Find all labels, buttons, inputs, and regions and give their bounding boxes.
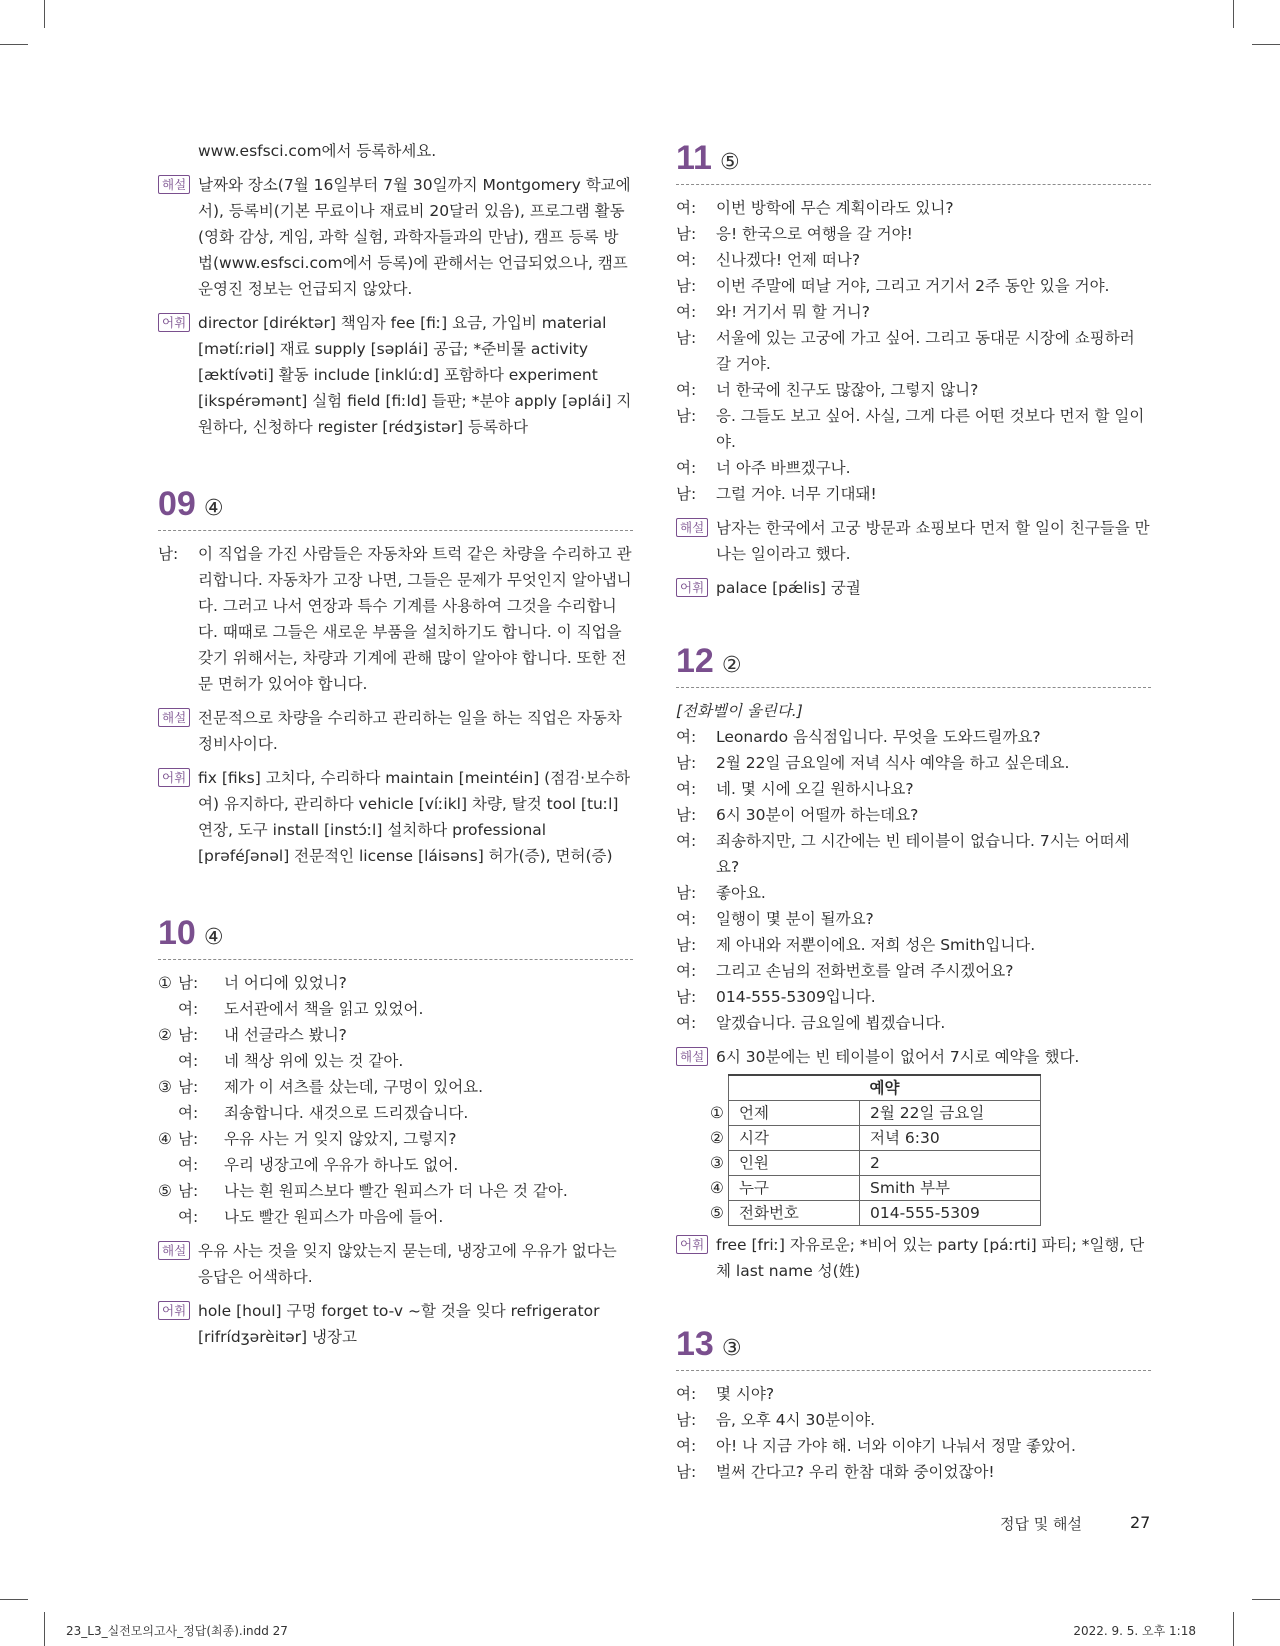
explanation-tag: 해설: [158, 1241, 190, 1260]
script-line: [676, 455, 1151, 481]
question-number: 10: [158, 914, 196, 952]
speaker-label: 남:: [676, 407, 697, 425]
speaker-label: 여:: [676, 199, 697, 217]
q10-explanation-text: 우유 사는 것을 잊지 않았는지 묻는데, 냉장고에 우유가 없다는 응답은 어색하다.: [198, 1242, 617, 1286]
script-line: [158, 1100, 633, 1126]
q08-explanation: [158, 172, 633, 302]
speaker-label: 여:: [676, 381, 697, 399]
crop-mark: [1252, 1599, 1280, 1600]
q11-script: [676, 195, 1151, 507]
script-text: 도서관에서 책을 읽고 있었어.: [224, 1000, 424, 1018]
script-line: [676, 195, 1151, 221]
row-number: ②: [710, 1129, 724, 1147]
script-line: [676, 828, 1151, 880]
row-key: 인원: [729, 1151, 860, 1176]
script-line: [676, 377, 1151, 403]
q12-vocabulary-text: free [friː] 자유로운; *비어 있는 party [páːrti] 파티; *일행, 단체 last name 성(姓): [716, 1236, 1145, 1280]
script-line: [676, 325, 1151, 377]
speaker-label: 남:: [178, 1026, 199, 1044]
script-text: 그럴 거야. 너무 기대돼!: [716, 485, 877, 503]
script-line: [676, 273, 1151, 299]
speaker-label: 남:: [676, 936, 697, 954]
script-text: 좋아요.: [716, 884, 766, 902]
q12-explanation: [676, 1044, 1151, 1070]
table-row: [706, 1176, 1041, 1201]
q09-heading: [158, 484, 633, 524]
speaker-label: 남:: [158, 545, 179, 563]
script-text: 이번 주말에 떠날 거야, 그리고 거기서 2주 동안 있을 거야.: [716, 277, 1110, 295]
script-text: 내 선글라스 봤니?: [224, 1026, 347, 1044]
table-row: [706, 1151, 1041, 1176]
question-answer: ④: [203, 925, 224, 950]
speaker-label: 여:: [178, 1156, 199, 1174]
script-text: 응! 한국으로 여행을 갈 거야!: [716, 225, 913, 243]
option-number: ③: [158, 1078, 172, 1096]
divider: [158, 530, 633, 531]
page-number: 27: [1130, 1513, 1151, 1532]
q12-vocabulary: [676, 1232, 1151, 1284]
right-column: [676, 138, 1151, 1485]
speaker-label: 여:: [676, 910, 697, 928]
speaker-label: 여:: [178, 1000, 199, 1018]
script-text: 몇 시야?: [716, 1385, 775, 1403]
speaker-label: 남:: [676, 1411, 697, 1429]
script-text: 너 한국에 친구도 많잖아, 그렇지 않니?: [716, 381, 979, 399]
q09-vocabulary: [158, 765, 633, 869]
script-text: 벌써 간다고? 우리 한참 대화 중이었잖아!: [716, 1463, 995, 1481]
script-text: 6시 30분이 어떨까 하는데요?: [716, 806, 919, 824]
explanation-tag: 해설: [158, 708, 190, 727]
question-answer: ⑤: [719, 150, 740, 175]
q13-heading: [676, 1324, 1151, 1364]
vocabulary-tag: 어휘: [158, 313, 190, 332]
divider: [676, 687, 1151, 688]
crop-mark: [44, 1612, 45, 1646]
script-line: [676, 1010, 1151, 1036]
q10-vocabulary-text: hole [houl] 구멍 forget to-v ~할 것을 잊다 refrigerator [rifrídʒərèitər] 냉장고: [198, 1302, 600, 1346]
script-line: [676, 1381, 1151, 1407]
row-key: 언제: [729, 1101, 860, 1126]
script-line: [676, 1433, 1151, 1459]
question-number: 13: [676, 1325, 714, 1363]
speaker-label: 여:: [178, 1052, 199, 1070]
q11-vocabulary-text: palace [pǽlis] 궁궐: [716, 579, 861, 597]
script-text: 알겠습니다. 금요일에 뵙겠습니다.: [716, 1014, 946, 1032]
script-text: 나는 흰 원피스보다 빨간 원피스가 더 나은 것 같아.: [224, 1182, 568, 1200]
script-text: 응. 그들도 보고 싶어. 사실, 그게 다른 어떤 것보다 먼저 할 일이야.: [716, 407, 1145, 451]
q08-vocabulary-text: director [diréktər] 책임자 fee [fiː] 요금, 가입비 material [mətíːriəl] 재료 supply [səplái] 공급; *준비물 activity [æktívəti] 활동 include [inklúːd] 포함하다 experiment [ikspérəmənt] 실험 field [fiːld] 들판; *분야 apply [əplái] 지원하다, 신청하다 register [rédʒistər] 등록하다: [198, 314, 632, 436]
script-text: 네. 몇 시에 오길 원하시나요?: [716, 780, 914, 798]
vocabulary-tag: 어휘: [676, 1235, 708, 1254]
script-text: 나도 빨간 원피스가 마음에 들어.: [224, 1208, 444, 1226]
q12-explanation-text: 6시 30분에는 빈 테이블이 없어서 7시로 예약을 했다.: [716, 1048, 1080, 1066]
table-row: [706, 1101, 1041, 1126]
script-text: 신나겠다! 언제 떠나?: [716, 251, 861, 269]
script-text: 너 어디에 있었니?: [224, 974, 347, 992]
script-line: [676, 403, 1151, 455]
speaker-label: 여:: [676, 303, 697, 321]
speaker-label: 남:: [676, 806, 697, 824]
q08-explanation-text: 날짜와 장소(7월 16일부터 7월 30일까지 Montgomery 학교에서), 등록비(기본 무료이나 재료비 20달러 있음), 프로그램 활동(영화 감상, 게임, 과학 실험, 과학자들과의 만남), 캠프 등록 방법(www.esfsci.com에서 등록)에 관해서는 언급되었으나, 캠프 운영진 정보는 언급되지 않았다.: [198, 176, 631, 298]
q09-vocabulary-text: fix [fiks] 고치다, 수리하다 maintain [meintéin] (점검·보수하여) 유지하다, 관리하다 vehicle [víːikl] 차량, 탈것 tool [tuːl] 연장, 도구 install [instɔ́ːl] 설치하다 professional [prəféʃənəl] 전문적인 license [láisəns] 허가(증), 면허(증): [198, 769, 631, 865]
reservation-table: [706, 1074, 1041, 1226]
script-line: [676, 481, 1151, 507]
script-text: 014-555-5309입니다.: [716, 988, 876, 1006]
speaker-label: 남:: [676, 1463, 697, 1481]
script-text: 서울에 있는 고궁에 가고 싶어. 그리고 동대문 시장에 쇼핑하러 갈 거야.: [716, 329, 1135, 373]
row-value: 2월 22일 금요일: [860, 1101, 1041, 1126]
speaker-label: 여:: [676, 251, 697, 269]
question-number: 12: [676, 642, 714, 680]
q09-script: [158, 541, 633, 697]
speaker-label: 여:: [676, 459, 697, 477]
script-text: 2월 22일 금요일에 저녁 식사 예약을 하고 싶은데요.: [716, 754, 1070, 772]
script-line: [676, 984, 1151, 1010]
question-number: 11: [676, 139, 712, 177]
crop-mark: [1233, 0, 1234, 28]
script-line: [158, 1022, 633, 1048]
section-label: 정답 및 해설: [1000, 1515, 1082, 1533]
script-line: [676, 906, 1151, 932]
script-line: [158, 1048, 633, 1074]
script-text: 일행이 몇 분이 될까요?: [716, 910, 874, 928]
option-number: ④: [158, 1130, 172, 1148]
script-line: [158, 1152, 633, 1178]
question-answer: ④: [203, 496, 224, 521]
continued-line: www.esfsci.com에서 등록하세요.: [198, 142, 437, 160]
speaker-label: 여:: [676, 962, 697, 980]
speaker-label: 여:: [676, 1385, 697, 1403]
question-answer: ②: [721, 653, 742, 678]
script-text: Leonardo 음식점입니다. 무엇을 도와드릴까요?: [716, 728, 1041, 746]
script-line: [676, 221, 1151, 247]
script-line: [676, 299, 1151, 325]
speaker-label: 남:: [178, 1130, 199, 1148]
speaker-label: 남:: [178, 1182, 199, 1200]
speaker-label: 남:: [676, 884, 697, 902]
script-text: 죄송합니다. 새것으로 드리겠습니다.: [224, 1104, 469, 1122]
crop-mark: [44, 0, 45, 28]
script-line: [676, 247, 1151, 273]
vocabulary-tag: 어휘: [158, 1301, 190, 1320]
speaker-label: 남:: [676, 988, 697, 1006]
left-column: [158, 138, 633, 1350]
script-text: 네 책상 위에 있는 것 같아.: [224, 1052, 404, 1070]
row-value: 2: [860, 1151, 1041, 1176]
explanation-tag: 해설: [158, 175, 190, 194]
divider: [676, 1370, 1151, 1371]
script-text: 제가 이 셔츠를 샀는데, 구멍이 있어요.: [224, 1078, 484, 1096]
speaker-label: 여:: [676, 832, 697, 850]
script-text: 우유 사는 거 잊지 않았지, 그렇지?: [224, 1130, 457, 1148]
speaker-label: 남:: [676, 485, 697, 503]
table-row: [706, 1126, 1041, 1151]
speaker-label: 여:: [676, 780, 697, 798]
speaker-label: 남:: [676, 277, 697, 295]
speaker-label: 남:: [676, 329, 697, 347]
print-date: 2022. 9. 5. 오후 1:18: [1073, 1624, 1196, 1638]
divider: [676, 184, 1151, 185]
script-text: 그리고 손님의 전화번호를 알려 주시겠어요?: [716, 962, 1014, 980]
script-line: [676, 776, 1151, 802]
speaker-label: 남:: [178, 974, 199, 992]
script-line: [676, 750, 1151, 776]
script-text: 제 아내와 저뿐이에요. 저희 성은 Smith입니다.: [716, 936, 1036, 954]
q11-heading: [676, 138, 1151, 178]
script-text: 아! 나 지금 가야 해. 너와 이야기 나눠서 정말 좋았어.: [716, 1437, 1076, 1455]
option-number: ②: [158, 1026, 172, 1044]
vocabulary-tag: 어휘: [676, 578, 708, 597]
row-value: 014-555-5309: [860, 1201, 1041, 1226]
q09-explanation-text: 전문적으로 차량을 수리하고 관리하는 일을 하는 직업은 자동차 정비사이다.: [198, 709, 622, 753]
row-number: ①: [710, 1104, 724, 1122]
script-text: 음, 오후 4시 30분이야.: [716, 1411, 876, 1429]
script-line: [158, 996, 633, 1022]
script-line: [676, 880, 1151, 906]
q10-heading: [158, 913, 633, 953]
speaker-label: 여:: [676, 1014, 697, 1032]
row-key: 시각: [729, 1126, 860, 1151]
script-line: [676, 724, 1151, 750]
option-number: ⑤: [158, 1182, 172, 1200]
script-text: 이 직업을 가진 사람들은 자동차와 트럭 같은 차량을 수리하고 관리합니다. 자동차가 고장 나면, 그들은 문제가 무엇인지 알아냅니다. 그러고 나서 연장과 특수 기계를 사용하여 그것을 수리합니다. 때때로 그들은 새로운 부품을 설치하기도 합니다. 이 직업을 갖기 위해서는, 차량과 기계에 관해 많이 알아야 합니다. 또한 전문 면허가 있어야 합니다.: [198, 545, 632, 693]
speaker-label: 남:: [676, 754, 697, 772]
q08-vocabulary: [158, 310, 633, 440]
script-line: [158, 1126, 633, 1152]
q11-vocabulary: [676, 575, 1151, 601]
script-line: [158, 1074, 633, 1100]
table-title: 예약: [729, 1075, 1041, 1101]
speaker-label: 남:: [676, 225, 697, 243]
row-key: 누구: [729, 1176, 860, 1201]
script-line: [158, 1204, 633, 1230]
row-key: 전화번호: [729, 1201, 860, 1226]
question-number: 09: [158, 485, 196, 523]
speaker-label: 여:: [178, 1208, 199, 1226]
q11-explanation: [676, 515, 1151, 567]
option-number: ①: [158, 974, 172, 992]
speaker-label: 남:: [178, 1078, 199, 1096]
crop-mark: [1233, 1612, 1234, 1646]
script-line: [676, 958, 1151, 984]
q12-script: [676, 724, 1151, 1036]
row-number: ④: [710, 1179, 724, 1197]
script-line: [676, 1459, 1151, 1485]
script-text: 우리 냉장고에 우유가 하나도 없어.: [224, 1156, 459, 1174]
q12-heading: [676, 641, 1151, 681]
q10-explanation: [158, 1238, 633, 1290]
q09-explanation: [158, 705, 633, 757]
row-number: ③: [710, 1154, 724, 1172]
script-text: 와! 거기서 뭐 할 거니?: [716, 303, 870, 321]
script-text: 너 아주 바쁘겠구나.: [716, 459, 851, 477]
speaker-label: 여:: [178, 1104, 199, 1122]
q10-vocabulary: [158, 1298, 633, 1350]
row-value: 저녁 6:30: [860, 1126, 1041, 1151]
table-row: [706, 1201, 1041, 1226]
table-corner: [706, 1075, 729, 1101]
crop-mark: [0, 44, 28, 45]
script-line: [158, 970, 633, 996]
divider: [158, 959, 633, 960]
stage-direction: [전화벨이 울린다.]: [676, 702, 803, 720]
explanation-tag: 해설: [676, 1047, 708, 1066]
q10-script: [158, 970, 633, 1230]
row-value: Smith 부부: [860, 1176, 1041, 1201]
explanation-tag: 해설: [676, 518, 708, 537]
script-line: [676, 1407, 1151, 1433]
q13-script: [676, 1381, 1151, 1485]
script-text: 이번 방학에 무슨 계획이라도 있니?: [716, 199, 954, 217]
row-number: ⑤: [710, 1204, 724, 1222]
script-text: 죄송하지만, 그 시간에는 빈 테이블이 없습니다. 7시는 어떠세요?: [716, 832, 1130, 876]
crop-mark: [0, 1599, 28, 1600]
q11-explanation-text: 남자는 한국에서 고궁 방문과 쇼핑보다 먼저 할 일이 친구들을 만나는 일이라고 했다.: [716, 519, 1150, 563]
speaker-label: 여:: [676, 728, 697, 746]
file-slug: 23_L3_실전모의고사_정답(최종).indd 27: [66, 1624, 288, 1638]
question-answer: ③: [721, 1336, 742, 1361]
script-line: [676, 802, 1151, 828]
script-line: [676, 932, 1151, 958]
script-line: [158, 1178, 633, 1204]
vocabulary-tag: 어휘: [158, 768, 190, 787]
speaker-label: 여:: [676, 1437, 697, 1455]
crop-mark: [1252, 44, 1280, 45]
